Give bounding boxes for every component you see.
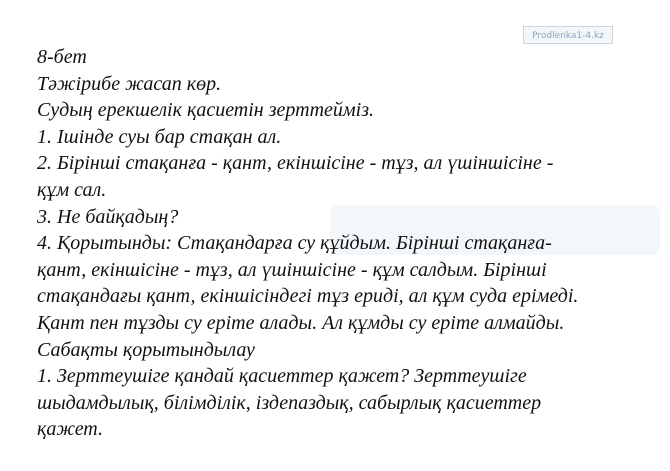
step-2-continuation: құм сал. bbox=[37, 178, 107, 201]
document-body bbox=[37, 44, 657, 443]
step-1-line: 1. Ішінде суы бар стақан ал. bbox=[37, 125, 282, 148]
exercise-subheading: Судың ерекшелік қасиетін зерттейміз. bbox=[37, 99, 375, 122]
summary-item-1-continuation-2: қажет. bbox=[37, 418, 103, 441]
step-3-line: 3. Не байқадың? bbox=[37, 205, 179, 228]
step-4-continuation-2: стақандағы қант, екіншісіндегі тұз ериді, ал құм суда ерімеді. bbox=[37, 285, 579, 308]
page-number-line: 8-бет bbox=[37, 46, 87, 68]
step-4-line: 4. Қорытынды: Стақандарға су құйдым. Бірінші стақанға- bbox=[37, 232, 552, 255]
step-2-line: 2. Бірінші стақанға - қант, екіншісіне - тұз, ал үшіншісіне - bbox=[37, 152, 554, 175]
summary-heading: Сабақты қорытындылау bbox=[37, 338, 255, 361]
step-4-continuation-3: Қант пен тұзды су еріте алады. Ал құмды су еріте алмайды. bbox=[37, 311, 565, 334]
summary-item-1-continuation-1: шыдамдылық, білімділік, іздепаздық, сабырлық қасиеттер bbox=[37, 391, 542, 414]
summary-item-1: 1. Зерттеушіге қандай қасиеттер қажет? Зерттеушіге bbox=[37, 365, 527, 388]
exercise-heading: Тәжірибе жасап көр. bbox=[37, 72, 222, 95]
watermark-badge: Prodlenka1-4.kz bbox=[523, 26, 613, 44]
step-4-continuation-1: қант, екіншісіне - тұз, ал үшіншісіне - құм салдым. Бірінші bbox=[37, 258, 547, 281]
